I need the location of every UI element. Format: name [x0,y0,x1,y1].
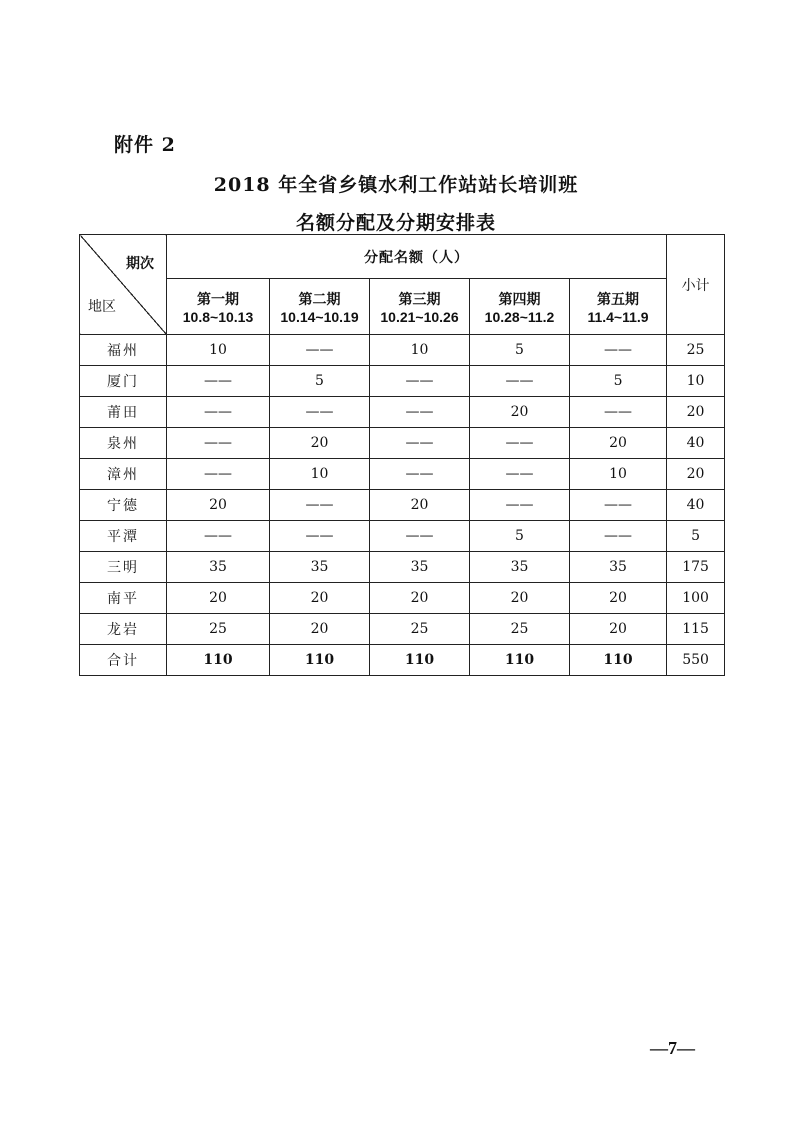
quota-cell: —— [270,490,370,521]
subtotal-cell: 115 [667,614,725,645]
corner-region-label: 地区 [88,299,116,315]
quota-cell: —— [570,490,667,521]
total-row [80,645,725,676]
quota-allocation-table [79,234,725,676]
quota-cell: 20 [270,614,370,645]
quota-cell: 5 [470,521,570,552]
attachment-label: 附件 2 [114,134,176,156]
subtotal-cell: 100 [667,583,725,614]
quota-cell: 35 [270,552,370,583]
quota-cell: —— [270,335,370,366]
quota-cell: —— [570,521,667,552]
quota-cell: 110 [570,645,667,676]
region-cell: 合计 [80,645,167,676]
quota-cell: 35 [167,552,270,583]
quota-cell: —— [370,521,470,552]
quota-cell: —— [370,428,470,459]
subtotal-cell: 5 [667,521,725,552]
quota-cell: 35 [370,552,470,583]
period-dates: 10.28~11.2 [484,308,555,325]
quota-cell: 10 [270,459,370,490]
quota-cell: —— [470,490,570,521]
period-dates: 10.21~10.26 [380,308,459,325]
subtotal-cell: 20 [667,459,725,490]
quota-cell: —— [167,459,270,490]
quota-cell: 10 [370,335,470,366]
quota-cell: 35 [470,552,570,583]
quota-cell: —— [370,366,470,397]
region-cell: 龙岩 [80,614,167,645]
corner-period-label: 期次 [126,256,154,272]
quota-cell: 5 [270,366,370,397]
region-cell: 泉州 [80,428,167,459]
region-cell: 宁德 [80,490,167,521]
table-row [80,397,725,428]
quota-cell: 20 [167,583,270,614]
quota-cell: 20 [570,583,667,614]
quota-cell: 20 [570,428,667,459]
table-row [80,521,725,552]
quota-cell: —— [570,397,667,428]
document-title-line2: 名额分配及分期安排表 [295,212,496,234]
quota-cell: —— [270,521,370,552]
table-corner-header [80,235,167,335]
quota-cell: —— [270,397,370,428]
region-cell: 南平 [80,583,167,614]
quota-cell: 25 [167,614,270,645]
quota-cell: 5 [470,335,570,366]
period-name: 第四期 [498,291,541,308]
quota-cell: —— [167,397,270,428]
subtotal-cell: 20 [667,397,725,428]
region-cell: 厦门 [80,366,167,397]
quota-cell: 5 [570,366,667,397]
period-dates: 10.8~10.13 [182,308,254,325]
subtotal-cell: 175 [667,552,725,583]
quota-cell: —— [167,428,270,459]
quota-group-header: 分配名额（人） [167,235,667,279]
period-name: 第二期 [298,291,341,308]
quota-cell: 110 [370,645,470,676]
quota-cell: —— [167,366,270,397]
period-name: 第三期 [398,291,441,308]
quota-cell: 110 [470,645,570,676]
period-header-3 [370,279,470,335]
period-header-5 [570,279,667,335]
subtotal-cell: 10 [667,366,725,397]
subtotal-cell: 40 [667,428,725,459]
quota-cell: 20 [470,397,570,428]
region-cell: 三明 [80,552,167,583]
quota-cell: 10 [570,459,667,490]
region-cell: 漳州 [80,459,167,490]
table-row [80,459,725,490]
quota-cell: 20 [370,583,470,614]
quota-cell: 10 [167,335,270,366]
quota-cell: —— [370,397,470,428]
subtotal-cell: 550 [667,645,725,676]
quota-cell: —— [470,459,570,490]
quota-cell: 20 [270,428,370,459]
subtotal-header: 小计 [667,235,725,335]
period-name: 第五期 [597,291,640,308]
table-row [80,614,725,645]
subtotal-cell: 25 [667,335,725,366]
quota-cell: 110 [167,645,270,676]
table-row [80,366,725,397]
quota-cell: 20 [470,583,570,614]
quota-cell: 20 [167,490,270,521]
region-cell: 平潭 [80,521,167,552]
period-header-1 [167,279,270,335]
quota-cell: —— [470,428,570,459]
quota-cell: 35 [570,552,667,583]
period-name: 第一期 [197,291,239,308]
subtotal-cell: 40 [667,490,725,521]
quota-cell: 20 [270,583,370,614]
quota-cell: —— [370,459,470,490]
quota-cell: 25 [370,614,470,645]
quota-cell: 25 [470,614,570,645]
table-row [80,583,725,614]
table-row [80,335,725,366]
table-row [80,490,725,521]
period-dates: 11.4~11.9 [587,308,649,325]
period-header-2 [270,279,370,335]
region-cell: 莆田 [80,397,167,428]
quota-cell: 20 [370,490,470,521]
table-row [80,552,725,583]
quota-cell: 110 [270,645,370,676]
period-header-4 [470,279,570,335]
document-title-line1: 2018 年全省乡镇水利工作站站长培训班 [213,174,579,196]
period-dates: 10.14~10.19 [280,308,359,325]
quota-cell: 20 [570,614,667,645]
quota-cell: —— [470,366,570,397]
page-number: —7— [650,1038,695,1058]
quota-cell: —— [167,521,270,552]
region-cell: 福州 [80,335,167,366]
quota-cell: —— [570,335,667,366]
table-row [80,428,725,459]
